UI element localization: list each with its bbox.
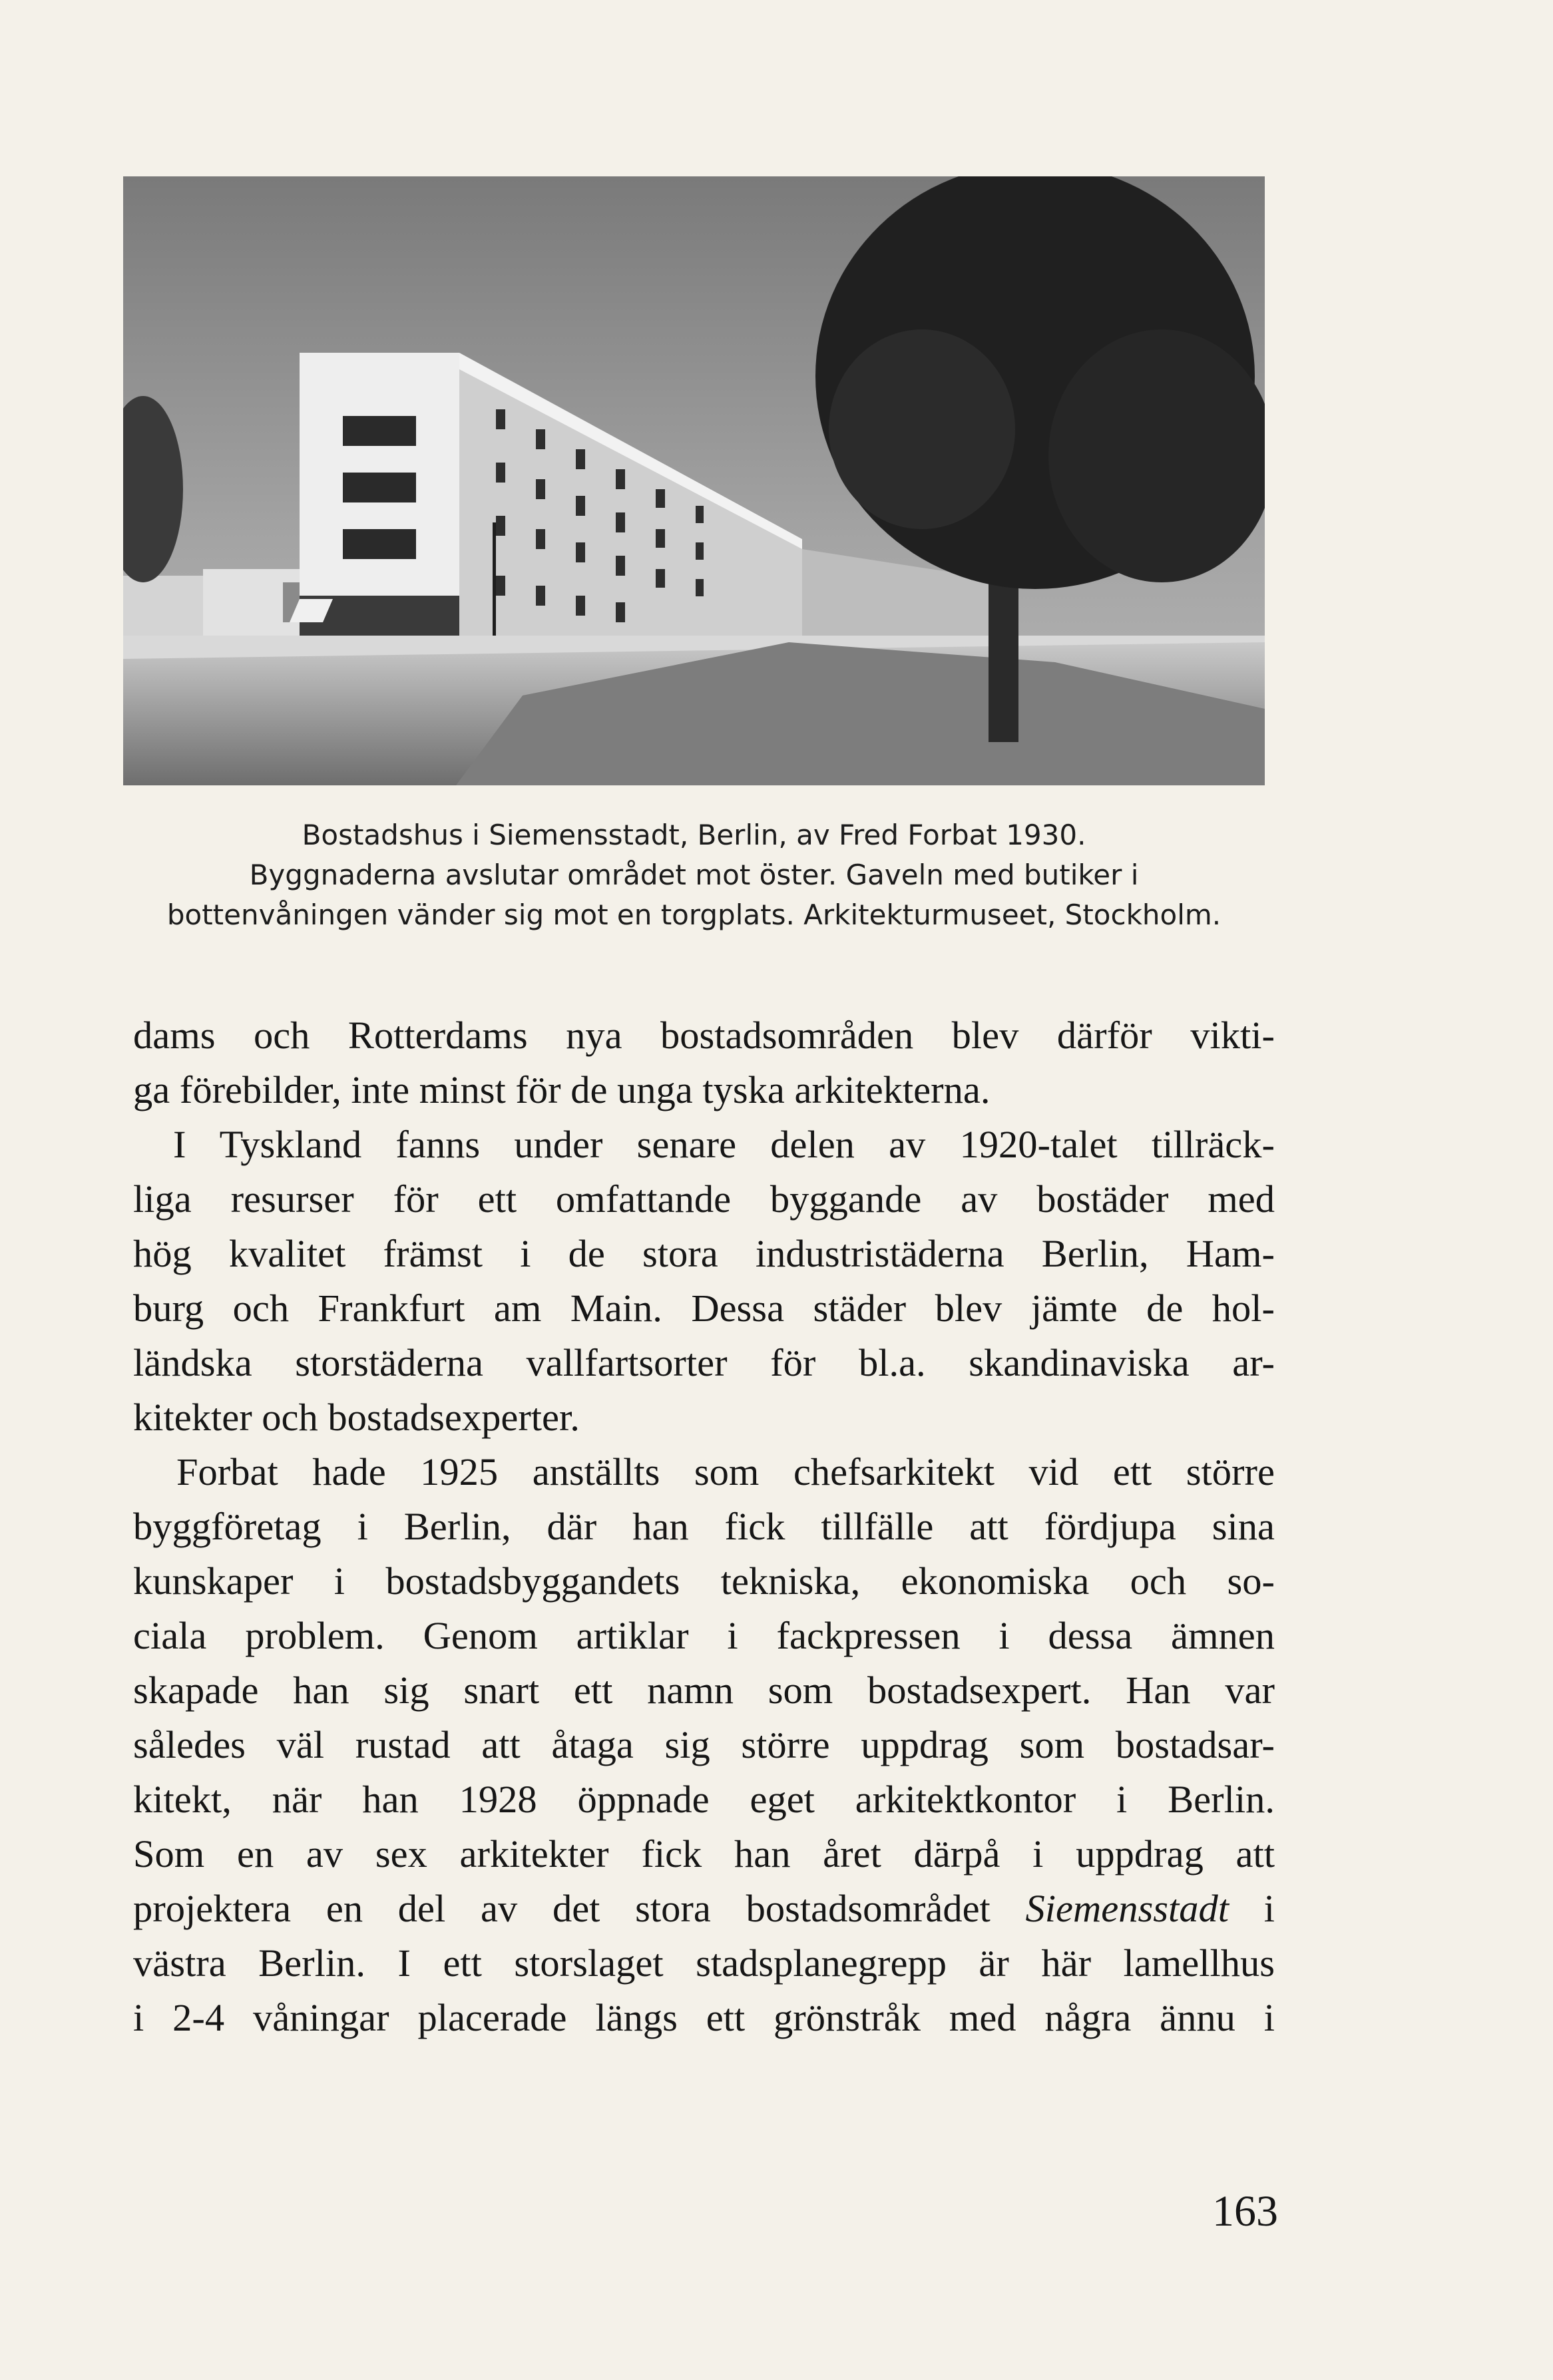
text-line: kitekter och bostadsexperter. [133, 1396, 580, 1439]
text-line: I Tyskland fanns under senare delen av 1920-talet tillräck- [173, 1123, 1275, 1166]
text-line: således väl rustad att åtaga sig större uppdrag som bostadsar- [133, 1723, 1275, 1766]
text-line-with-italic [133, 1882, 1275, 1936]
text-line: ciala problem. Genom artiklar i fackpressen i dessa ämnen [133, 1614, 1275, 1657]
text-segment: i [1263, 1887, 1275, 1930]
text-line: liga resurser för ett omfattande byggande av bostäder med [133, 1177, 1275, 1221]
body-text [133, 1008, 1275, 2045]
text-line: kitekt, när han 1928 öppnade eget arkitektkontor i Berlin. [133, 1778, 1275, 1821]
text-line: Som en av sex arkitekter fick han året därpå i uppdrag att [133, 1832, 1275, 1876]
text-line: skapade han sig snart ett namn som bostadsexpert. Han var [133, 1669, 1275, 1712]
text-line: ga förebilder, inte minst för de unga tyska arkitekterna. [133, 1068, 991, 1111]
text-line: västra Berlin. I ett storslaget stadsplanegrepp är här lamellhus [133, 1941, 1275, 1985]
text-line: i 2-4 våningar placerade längs ett grönstråk med några ännu i [133, 1996, 1275, 2039]
caption-line: Bostadshus i Siemensstadt, Berlin, av Fred Forbat 1930. [302, 819, 1086, 851]
text-line: dams och Rotterdams nya bostadsområden blev därför vikti- [133, 1014, 1275, 1057]
page-number: 163 [1212, 2187, 1278, 2236]
text-line: ländska storstäderna vallfartsorter för bl.a. skandinaviska ar- [133, 1341, 1275, 1384]
text-line: kunskaper i bostadsbyggandets tekniska, ekonomiska och so- [133, 1559, 1275, 1603]
text-line: byggföretag i Berlin, där han fick tillfälle att fördjupa sina [133, 1505, 1275, 1548]
text-line: burg och Frankfurt am Main. Dessa städer blev jämte de hol- [133, 1287, 1275, 1330]
figure-caption [123, 815, 1265, 935]
text-line: Forbat hade 1925 anställts som chefsarkitekt vid ett större [176, 1450, 1275, 1493]
italic-term: Siemensstadt [1025, 1887, 1229, 1930]
text-segment: projektera en del av det stora bostadsområdet [133, 1887, 1026, 1930]
building-photograph [123, 176, 1265, 785]
text-line: hög kvalitet främst i de stora industristäderna Berlin, Ham- [133, 1232, 1275, 1275]
caption-line: Byggnaderna avslutar området mot öster. Gaveln med butiker i [249, 859, 1139, 891]
caption-line: bottenvåningen vänder sig mot en torgplats. Arkitekturmuseet, Stockholm. [166, 898, 1221, 931]
